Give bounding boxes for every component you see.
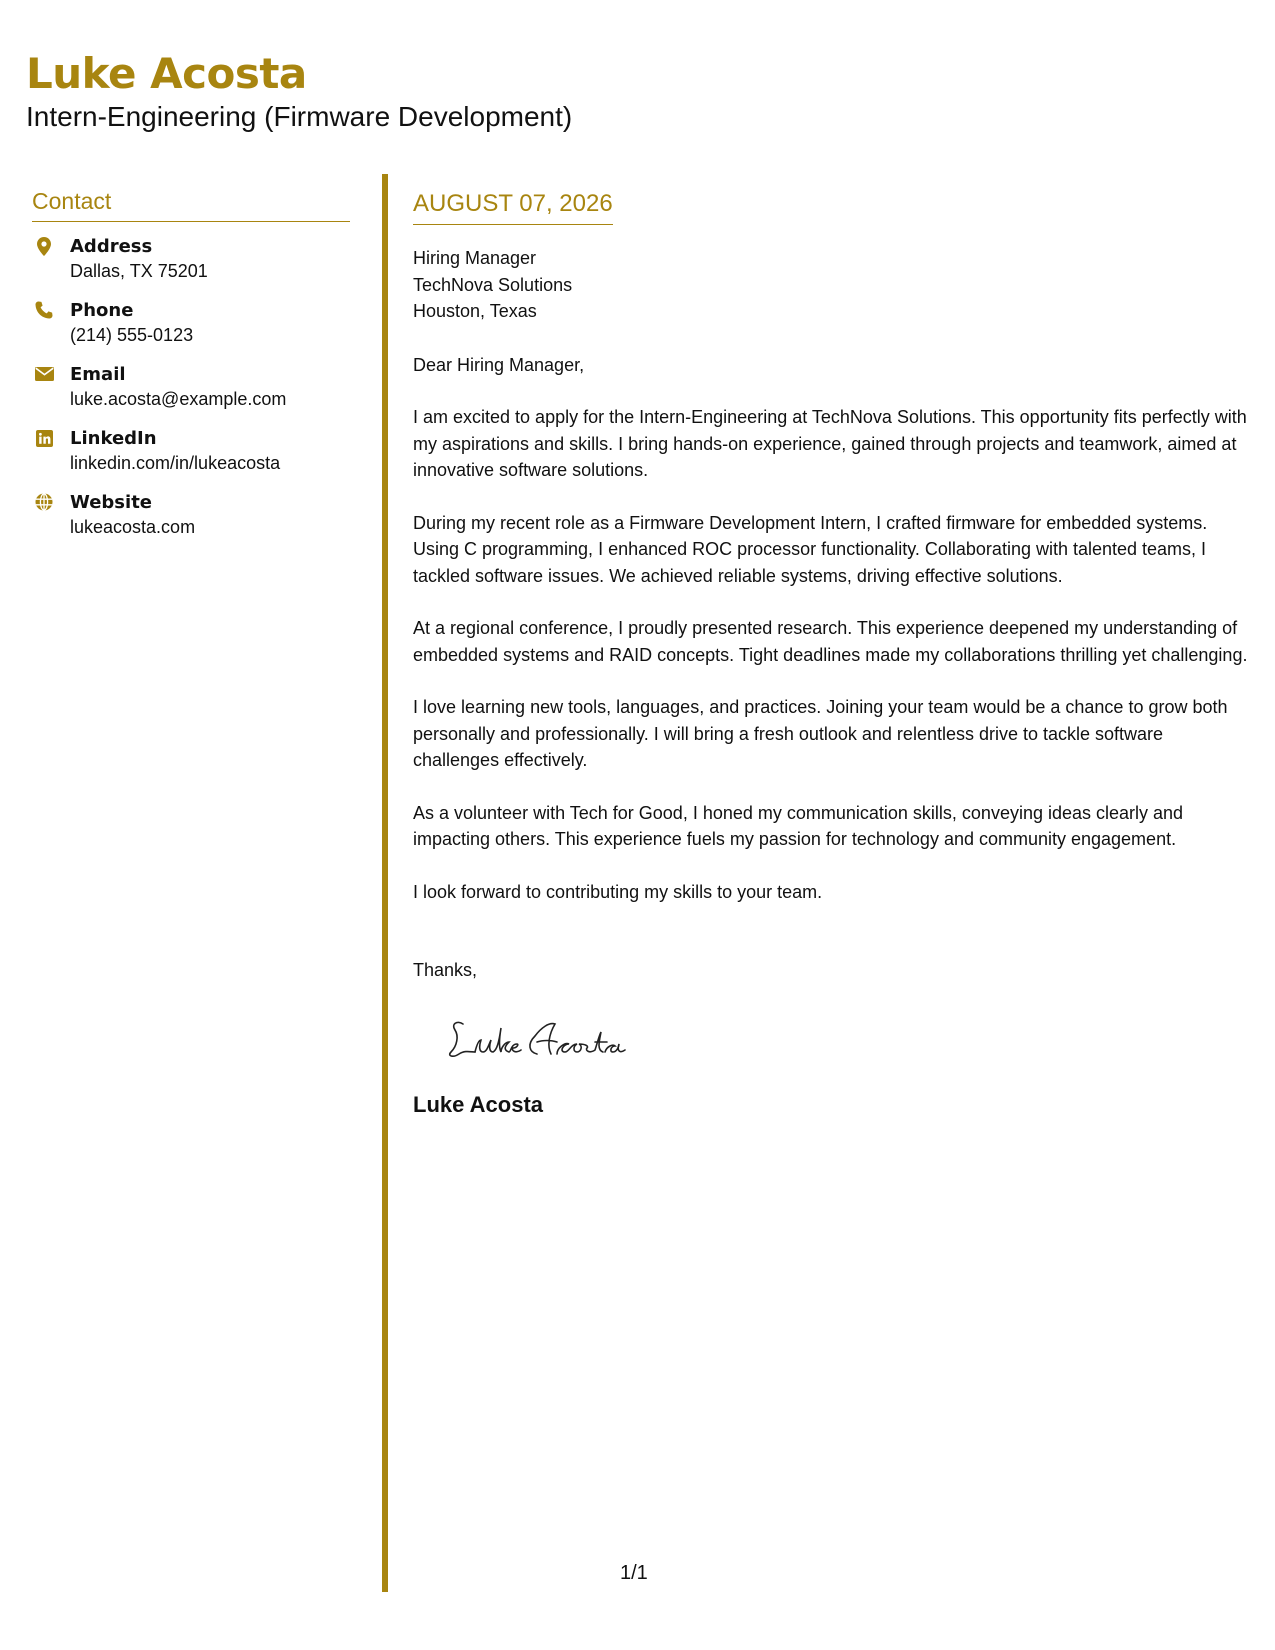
- linkedin-icon: [34, 428, 54, 448]
- contact-label: LinkedIn: [70, 428, 157, 449]
- email-value[interactable]: luke.acosta@example.com: [70, 389, 287, 409]
- signed-name: Luke Acosta: [413, 1091, 544, 1117]
- contact-label: Website: [70, 492, 153, 513]
- linkedin-value[interactable]: linkedin.com/in/lukeacosta: [70, 453, 281, 473]
- map-pin-icon: [34, 236, 54, 256]
- body-paragraph: At a regional conference, I proudly presented research. This experience deepened my understanding of embedded systems and RAID concepts. Tight deadlines made my collaborations thrilling yet challenging.: [413, 618, 1248, 665]
- contact-item-address: [32, 234, 350, 284]
- letter-body: [413, 190, 1253, 1118]
- job-title: Intern-Engineering (Firmware Development): [26, 101, 573, 132]
- applicant-name: Luke Acosta: [26, 49, 307, 98]
- phone-value: (214) 555-0123: [70, 325, 194, 345]
- recipient-location: Houston, Texas: [413, 301, 537, 321]
- contact-sidebar: [32, 188, 350, 554]
- handwritten-signature: [445, 1014, 1253, 1070]
- contact-label: Phone: [70, 300, 134, 321]
- recipient-company: TechNova Solutions: [413, 274, 573, 295]
- salutation: Dear Hiring Manager,: [413, 354, 585, 375]
- closing: Thanks,: [413, 960, 478, 980]
- contact-item-email: [32, 362, 350, 412]
- column-divider: [382, 174, 388, 1592]
- recipient-block: [413, 245, 1253, 325]
- website-value[interactable]: lukeacosta.com: [70, 517, 196, 537]
- contact-label: Email: [70, 364, 126, 385]
- body-paragraph: I look forward to contributing my skills to your team.: [413, 881, 823, 902]
- contact-item-phone: [32, 298, 350, 348]
- letter-header: [26, 48, 572, 134]
- globe-icon: [34, 492, 54, 512]
- address-value: Dallas, TX 75201: [70, 261, 208, 281]
- envelope-icon: [34, 364, 54, 384]
- body-paragraph: I am excited to apply for the Intern-Engineering at TechNova Solutions. This opportunity fits perfectly with my aspirations and skills. I bring hands-on experience, gained through projects and teamwork, aimed at innovative software solutions.: [413, 407, 1247, 480]
- letter-date: AUGUST 07, 2026: [413, 190, 613, 225]
- phone-icon: [34, 300, 54, 320]
- body-paragraph: As a volunteer with Tech for Good, I honed my communication skills, conveying ideas clearly and impacting others. This experience fuels my passion for technology and community engagement.: [413, 802, 1184, 849]
- body-paragraph: During my recent role as a Firmware Development Intern, I crafted firmware for embedded systems. Using C programming, I enhanced ROC processor functionality. Collaborating with talented teams, I tackled software issues. We achieved reliable systems, driving effective solutions.: [413, 512, 1208, 586]
- page-number: 1/1: [620, 1562, 648, 1584]
- contact-item-linkedin: [32, 426, 350, 476]
- body-paragraph: I love learning new tools, languages, and practices. Joining your team would be a chance to grow both personally and professionally. I will bring a fresh outlook and relentless drive to tackle software challenges effectively.: [413, 697, 1228, 770]
- contact-label: Address: [70, 236, 153, 257]
- recipient-name: Hiring Manager: [413, 248, 537, 268]
- contact-heading: Contact: [32, 188, 350, 222]
- contact-item-website: [32, 490, 350, 540]
